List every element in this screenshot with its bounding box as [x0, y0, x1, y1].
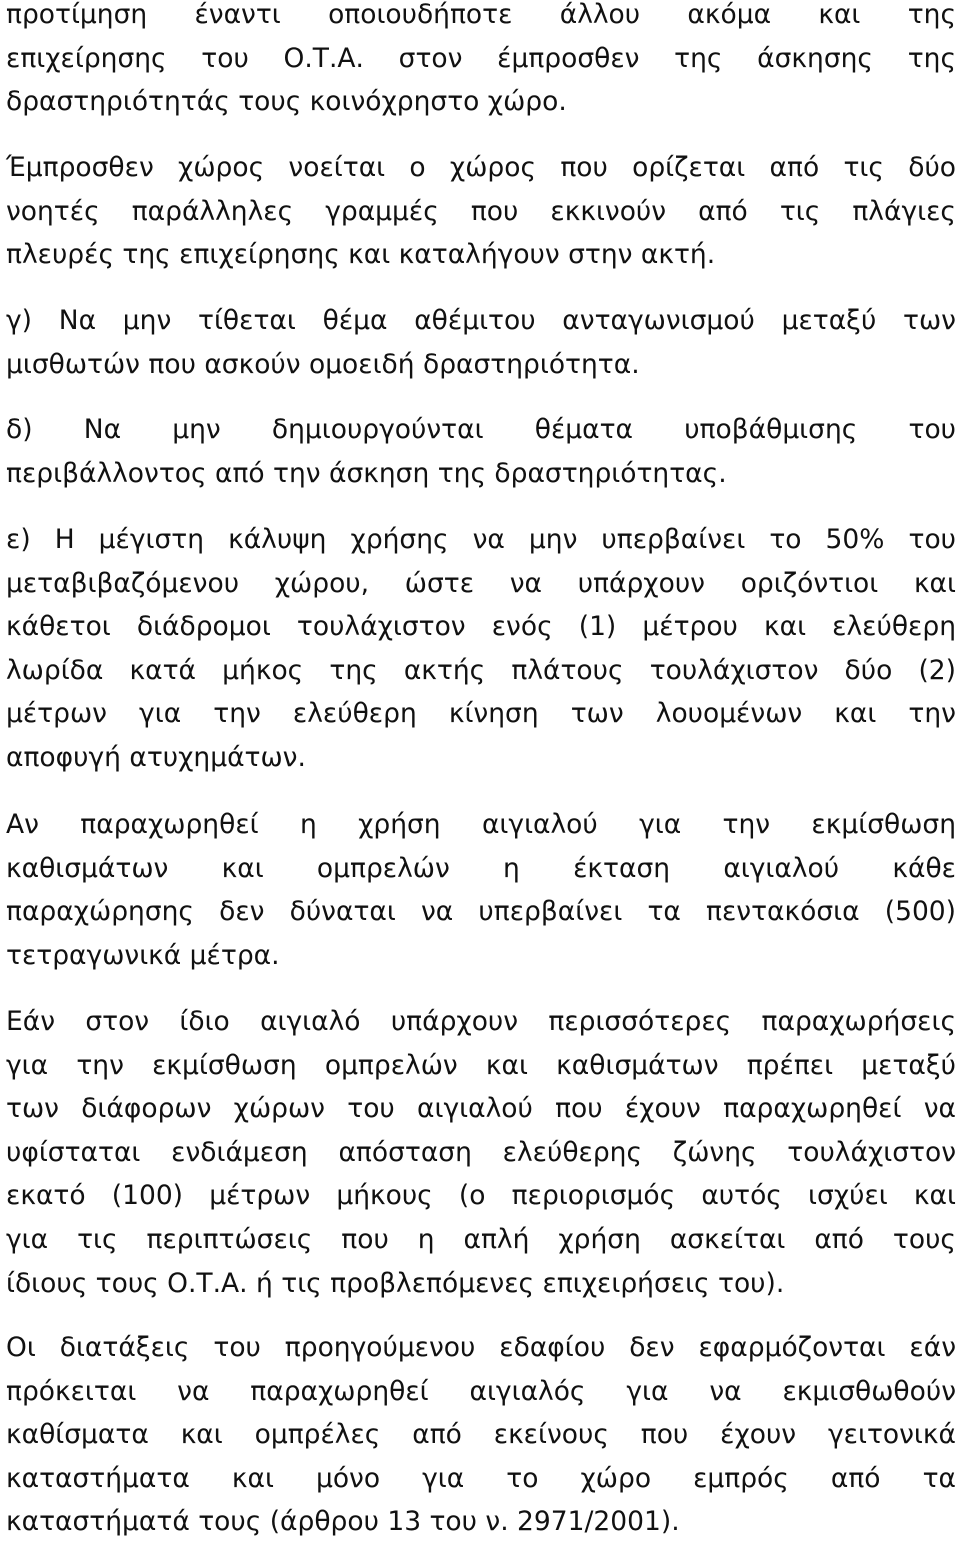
text-line: καθισμάτων και ομπρελών η έκταση αιγιαλού κάθε [6, 852, 956, 884]
text-line: γ) Να μην τίθεται θέμα αθέμιτου ανταγωνισμού μεταξύ των [6, 305, 956, 336]
text-line: μεταβιβαζόμενου χώρου, ώστε να υπάρχουν οριζόντιοι και [6, 567, 956, 599]
text-line: δραστηριότητάς τους κοινόχρηστο χώρο. [6, 86, 567, 118]
paragraph-concession-area [6, 803, 956, 977]
paragraph-item-delta [6, 408, 956, 495]
text-line: Έμπροσθεν χώρος νοείται ο χώρος που ορίζεται από τις δύο [6, 152, 956, 183]
text-line: μέτρων για την ελεύθερη κίνηση των λουομένων και την [6, 698, 956, 730]
text-line: τετραγωνικά μέτρα. [6, 939, 280, 971]
paragraph-continuation [6, 0, 956, 124]
text-line: Εάν στον ίδιο αιγιαλό υπάρχουν περισσότερες παραχωρήσεις [6, 1006, 956, 1037]
text-line: δ) Να μην δημιουργούνται θέματα υποβάθμισης του [6, 414, 956, 445]
text-line: νοητές παράλληλες γραμμές που εκκινούν από τις πλάγιες [6, 195, 956, 227]
text-line: εκατό (100) μέτρων μήκους (ο περιορισμός αυτός ισχύει και [6, 1180, 956, 1212]
text-line: επιχείρησης του Ο.Τ.Α. στον έμπροσθεν της άσκησης της [6, 42, 956, 74]
text-line: υφίσταται ενδιάμεση απόσταση ελεύθερης ζώνης τουλάχιστον [6, 1136, 956, 1168]
paragraph-frontage-definition [6, 146, 956, 277]
text-line: μισθωτών που ασκούν ομοειδή δραστηριότητα. [6, 348, 640, 380]
text-line: περιβάλλοντος από την άσκηση της δραστηριότητας. [6, 457, 727, 489]
text-line: ίδιους τους Ο.Τ.Α. ή τις προβλεπόμενες επιχειρήσεις του). [6, 1267, 785, 1299]
text-line: λωρίδα κατά μήκος της ακτής πλάτους τουλάχιστον δύο (2) [6, 654, 956, 686]
paragraph-exceptions [6, 1326, 956, 1544]
text-line: Οι διατάξεις του προηγούμενου εδαφίου δεν εφαρμόζονται εάν [6, 1332, 956, 1363]
text-line: αποφυγή ατυχημάτων. [6, 741, 306, 773]
text-line: καταστήματά τους (άρθρου 13 του ν. 2971/2001). [6, 1506, 680, 1538]
text-line: κάθετοι διάδρομοι τουλάχιστον ενός (1) μέτρου και ελεύθερη [6, 611, 956, 643]
text-line: καταστήματα και μόνο για το χώρο εμπρός από τα [6, 1462, 956, 1494]
paragraph-item-gamma [6, 299, 956, 386]
text-line: πλευρές της επιχείρησης και καταλήγουν στην ακτή. [6, 239, 716, 271]
paragraph-item-epsilon [6, 518, 956, 780]
text-line: πρόκειται να παραχωρηθεί αιγιαλός για να εκμισθωθούν [6, 1375, 956, 1407]
text-line: προτίμηση έναντι οποιουδήποτε άλλου ακόμα και της [6, 0, 956, 30]
text-line: για την εκμίσθωση ομπρελών και καθισμάτων πρέπει μεταξύ [6, 1049, 956, 1081]
text-line: Αν παραχωρηθεί η χρήση αιγιαλού για την εκμίσθωση [6, 809, 956, 840]
text-line: παραχώρησης δεν δύναται να υπερβαίνει τα πεντακόσια (500) [6, 896, 956, 928]
text-line: για τις περιπτώσεις που η απλή χρήση ασκείται από τους [6, 1223, 956, 1255]
paragraph-multiple-concessions [6, 1000, 956, 1305]
text-line: καθίσματα και ομπρέλες από εκείνους που έχουν γειτονικά [6, 1419, 956, 1451]
text-line: των διάφορων χώρων του αιγιαλού που έχουν παραχωρηθεί να [6, 1093, 956, 1125]
text-line: ε) Η μέγιστη κάλυψη χρήσης να μην υπερβαίνει το 50% του [6, 524, 956, 555]
